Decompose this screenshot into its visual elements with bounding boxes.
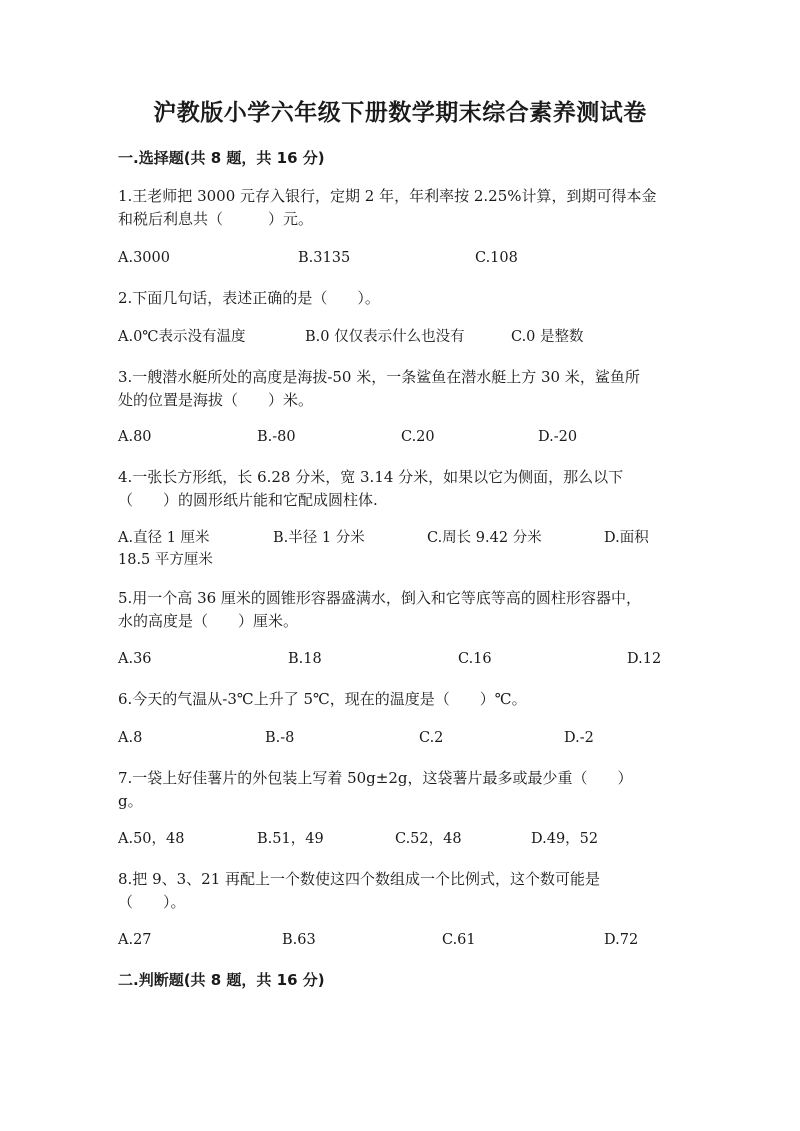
question-line: 处的位置是海拔（ ）米。 — [118, 391, 314, 409]
options-1 — [118, 247, 678, 270]
option-c: C.周长 9.42 分米 — [427, 530, 542, 546]
question-line: 8.把 9、3、21 再配上一个数使这四个数组成一个比例式，这个数可能是 — [118, 870, 601, 888]
option-a: A.80 — [118, 429, 152, 445]
option-b: B.半径 1 分米 — [273, 530, 365, 546]
question-line: 5.用一个高 36 厘米的圆锥形容器盛满水，倒入和它等底等高的圆柱形容器中， — [118, 589, 641, 607]
option-a: A.0℃表示没有温度 — [118, 329, 246, 345]
question-7 — [118, 767, 678, 813]
options-4 — [118, 527, 678, 550]
question-6 — [118, 688, 678, 711]
options-7 — [118, 828, 678, 851]
option-c: C.52，48 — [395, 831, 462, 847]
question-line: 4.一张长方形纸，长 6.28 分米，宽 3.14 分米，如果以它为侧面，那么以下 — [118, 468, 624, 486]
page-title: 沪教版小学六年级下册数学期末综合素养测试卷 — [153, 100, 647, 126]
question-line: 6.今天的气温从-3℃上升了 5℃，现在的温度是（ ）℃。 — [118, 690, 527, 708]
question-4 — [118, 466, 678, 512]
question-line: 7.一袋上好佳薯片的外包装上写着 50g±2g，这袋薯片最多或最少重（ ） — [118, 769, 633, 787]
option-d: D.12 — [627, 651, 662, 667]
section-heading-judgment: 二.判断题(共 8 题，共 16 分) — [118, 971, 325, 989]
options-2 — [118, 326, 678, 349]
option-d: D.面积 — [604, 530, 649, 546]
option-b: B.63 — [282, 932, 316, 948]
question-line: 水的高度是（ ）厘米。 — [118, 612, 299, 630]
option-c: C.20 — [401, 429, 435, 445]
option-a: A.27 — [118, 932, 152, 948]
option-d: D.49，52 — [531, 831, 599, 847]
question-line: 3.一艘潜水艇所处的高度是海拔-50 米，一条鲨鱼在潜水艇上方 30 米，鲨鱼所 — [118, 368, 640, 386]
question-1 — [118, 185, 678, 231]
option-a: A.50，48 — [118, 831, 185, 847]
option-b: B.-80 — [257, 429, 296, 445]
question-line: （ ）的圆形纸片能和它配成圆柱体. — [118, 491, 378, 509]
option-c: C.2 — [419, 730, 444, 746]
option-b: B.0 仅仅表示什么也没有 — [305, 329, 465, 345]
option-c: C.16 — [458, 651, 492, 667]
option-a: A.直径 1 厘米 — [118, 530, 210, 546]
option-b: B.18 — [288, 651, 322, 667]
option-a: A.3000 — [118, 250, 170, 266]
section-heading-choice: 一.选择题(共 8 题，共 16 分) — [118, 149, 325, 167]
option-c: C.0 是整数 — [511, 329, 584, 345]
question-3 — [118, 366, 678, 412]
options-5 — [118, 648, 678, 671]
options-6 — [118, 727, 678, 750]
option-b: B.3135 — [298, 250, 351, 266]
options-3 — [118, 426, 678, 449]
question-line: 2.下面几句话，表述正确的是（ ）。 — [118, 289, 380, 307]
option-a: A.8 — [118, 730, 143, 746]
question-line: g。 — [118, 792, 143, 810]
question-line: （ ）。 — [118, 893, 186, 911]
option-d: D.-20 — [538, 429, 578, 445]
option-c: C.61 — [442, 932, 476, 948]
question-2 — [118, 287, 678, 310]
option-c: C.108 — [475, 250, 518, 266]
option-d: D.72 — [604, 932, 639, 948]
question-line: 和税后利息共（ ）元。 — [118, 210, 314, 228]
question-line: 1.王老师把 3000 元存入银行，定期 2 年，年利率按 2.25%计算，到期可得本金 — [118, 187, 657, 205]
option-b: B.51，49 — [257, 831, 324, 847]
question-5 — [118, 587, 678, 633]
option-d: D.-2 — [564, 730, 594, 746]
option-d-continuation: 18.5 平方厘米 — [118, 552, 213, 568]
question-8 — [118, 868, 678, 914]
options-8 — [118, 929, 678, 952]
option-a: A.36 — [118, 651, 152, 667]
option-b: B.-8 — [265, 730, 295, 746]
